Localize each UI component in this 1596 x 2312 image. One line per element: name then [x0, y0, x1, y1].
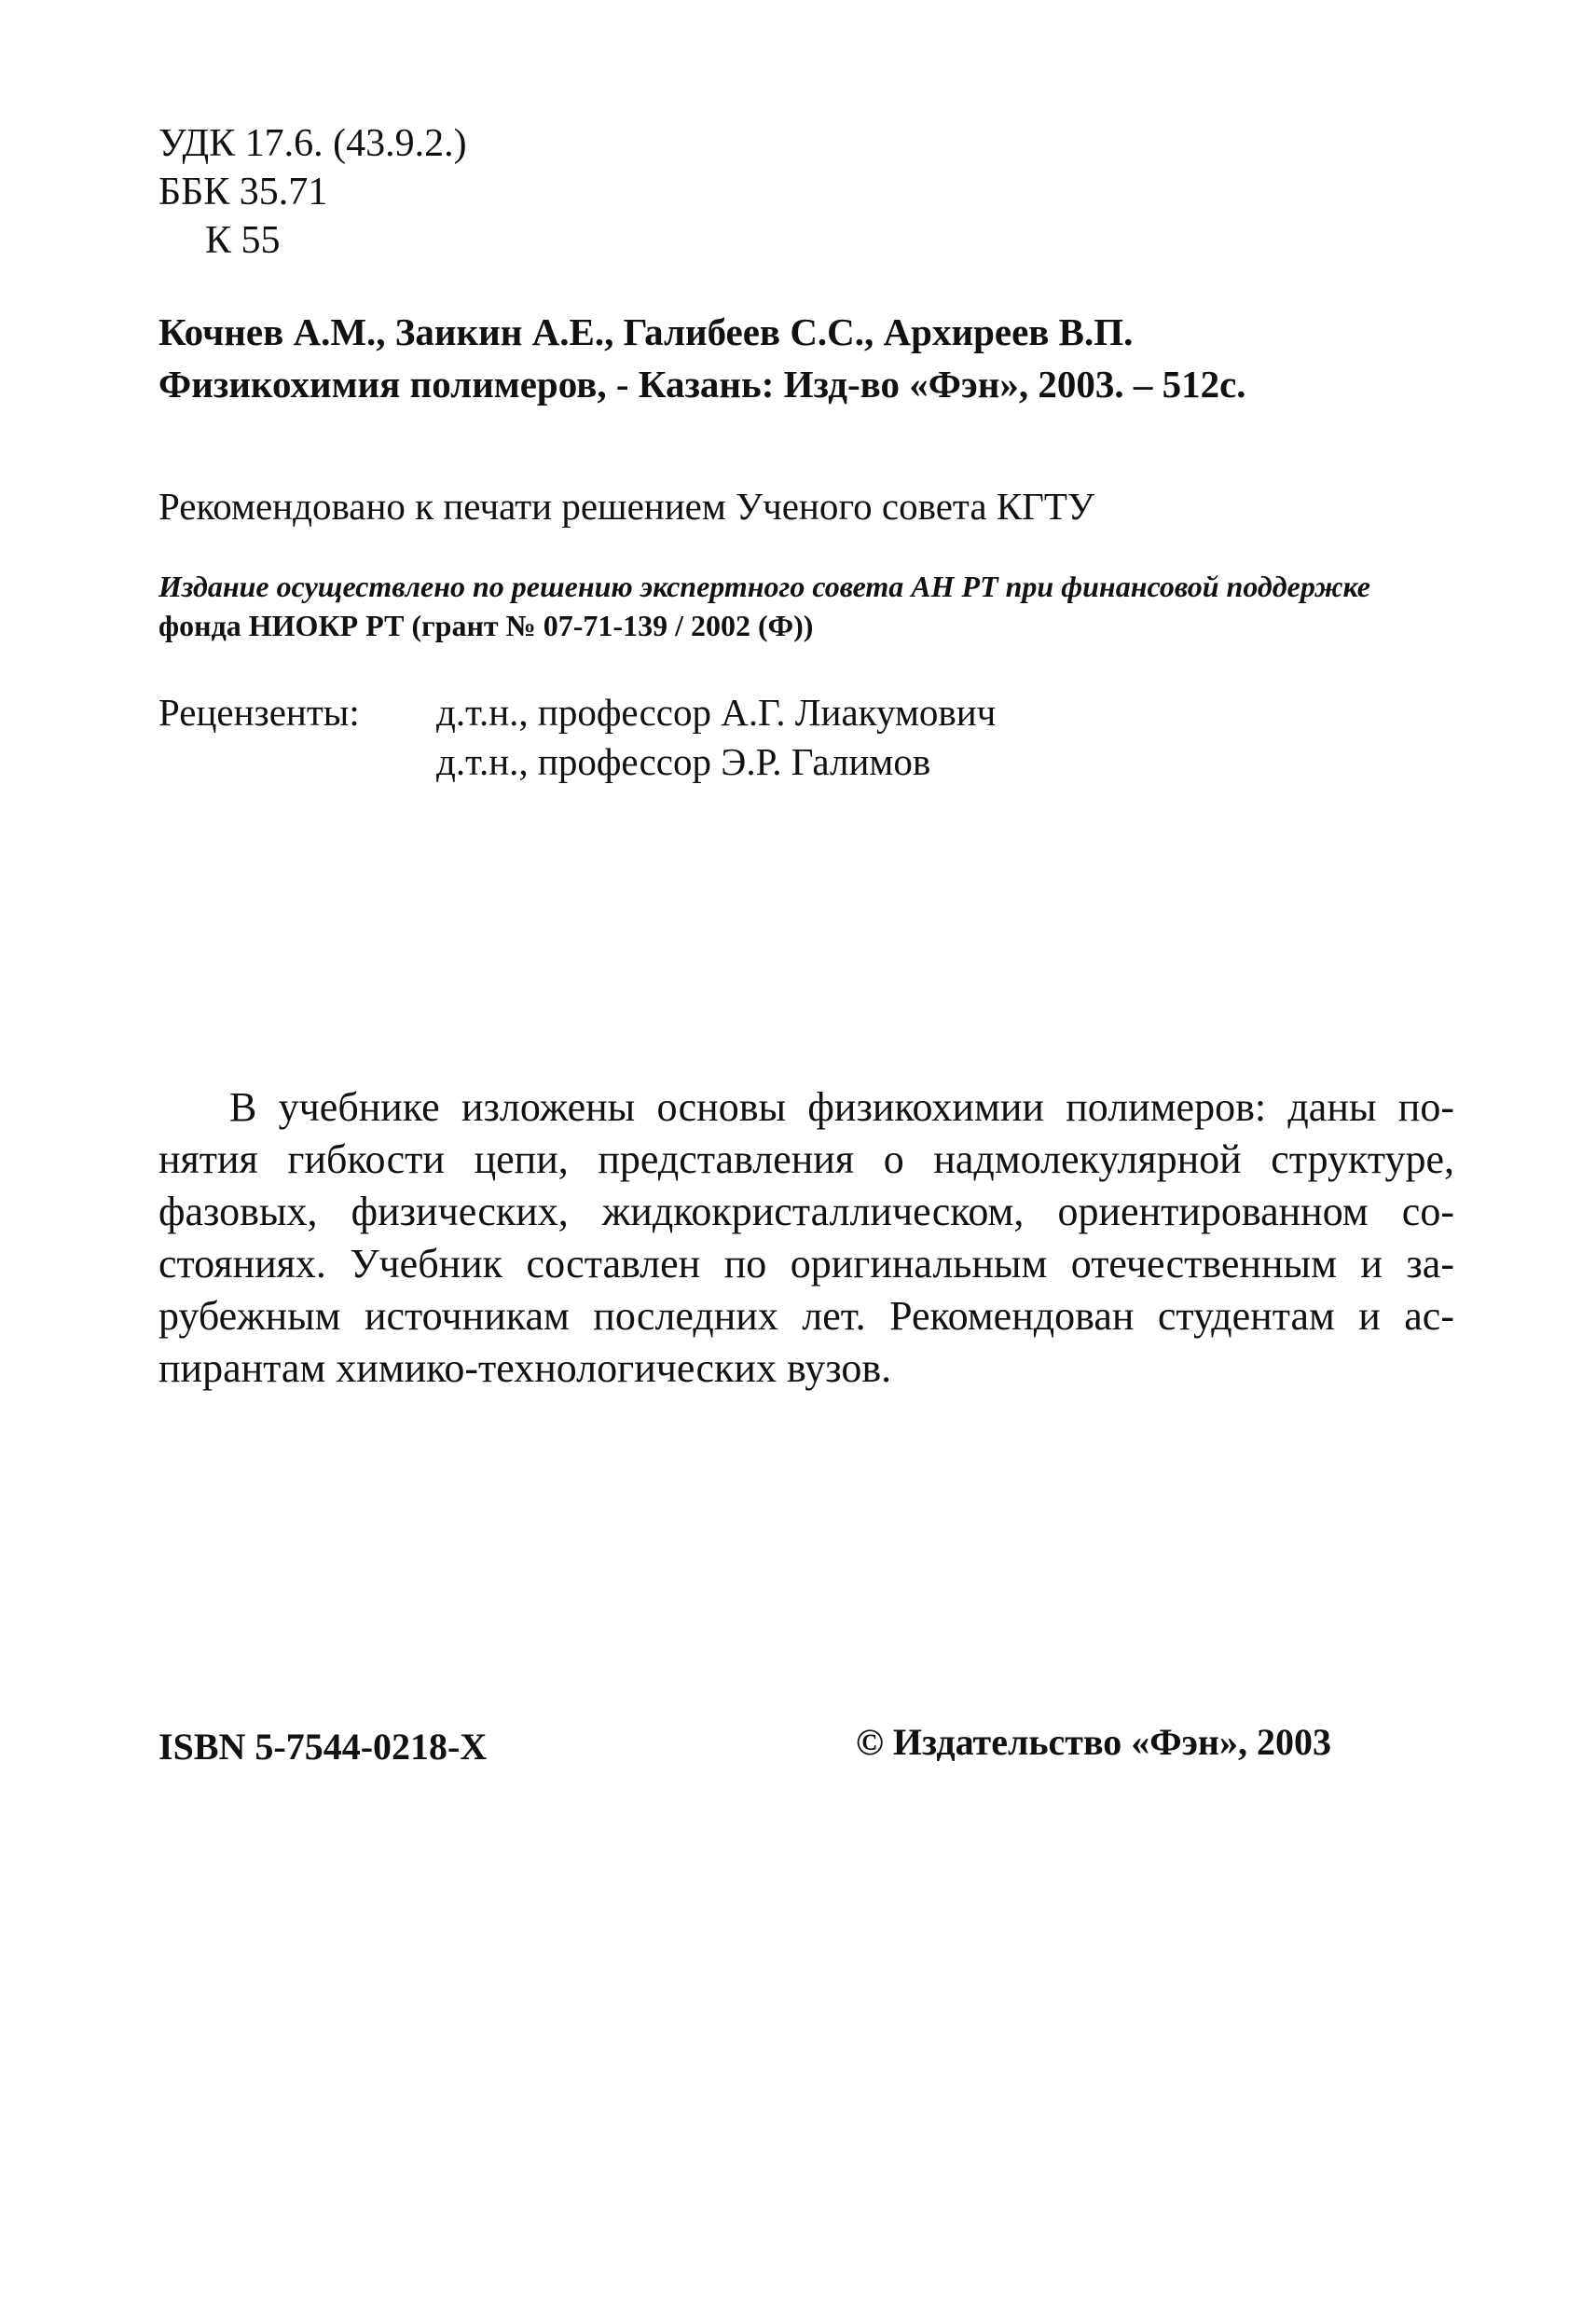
reviewer-2: д.т.н., профессор Э.Р. Галимов [436, 740, 931, 783]
reviewers-label: Рецензенты: [158, 691, 360, 734]
author-mark: К 55 [205, 219, 281, 262]
bbk-code: ББК 35.71 [158, 171, 328, 213]
copyright-notice: © Издательство «Фэн», 2003 [856, 1721, 1331, 1763]
udk-code: УДК 17.6. (43.9.2.) [158, 122, 467, 165]
classification-block [158, 119, 467, 265]
citation-authors: Кочнев А.М., Заикин А.Е., Галибеев С.С., Архиреев В.П. [158, 310, 1134, 353]
citation-title: Физикохимия полимеров, - Казань: Изд-во «Фэн», 2003. – 512с. [158, 363, 1246, 406]
edition-funding-note [158, 567, 1473, 645]
reviewers-list [436, 688, 996, 787]
edition-note-line-1: Издание осуществлено по решению экспертного совета АН РТ при финансовой поддержке [158, 570, 1370, 603]
isbn: ISBN 5-7544-0218-X [158, 1726, 488, 1768]
recommendation-note: Рекомендовано к печати решением Ученого совета КГТУ [158, 485, 1094, 528]
bibliographic-citation [158, 306, 1464, 410]
edition-note-line-2: фонда НИОКР РТ (грант № 07-71-139 / 2002 (Ф)) [158, 609, 814, 642]
book-abstract: В учебнике изложены основы физикохимии полимеров: даны понятия гибкости цепи, представления о надмолекулярной структуре, фазовых, физических, жидкокристаллическом, ориентированном состояниях. Учебник составлен по оригинальным отечественным и зарубежным источникам последних лет. Рекомендован студентам и аспирантам химико-технологических вузов. [158, 1084, 1454, 1391]
reviewer-1: д.т.н., профессор А.Г. Лиакумович [436, 691, 997, 734]
